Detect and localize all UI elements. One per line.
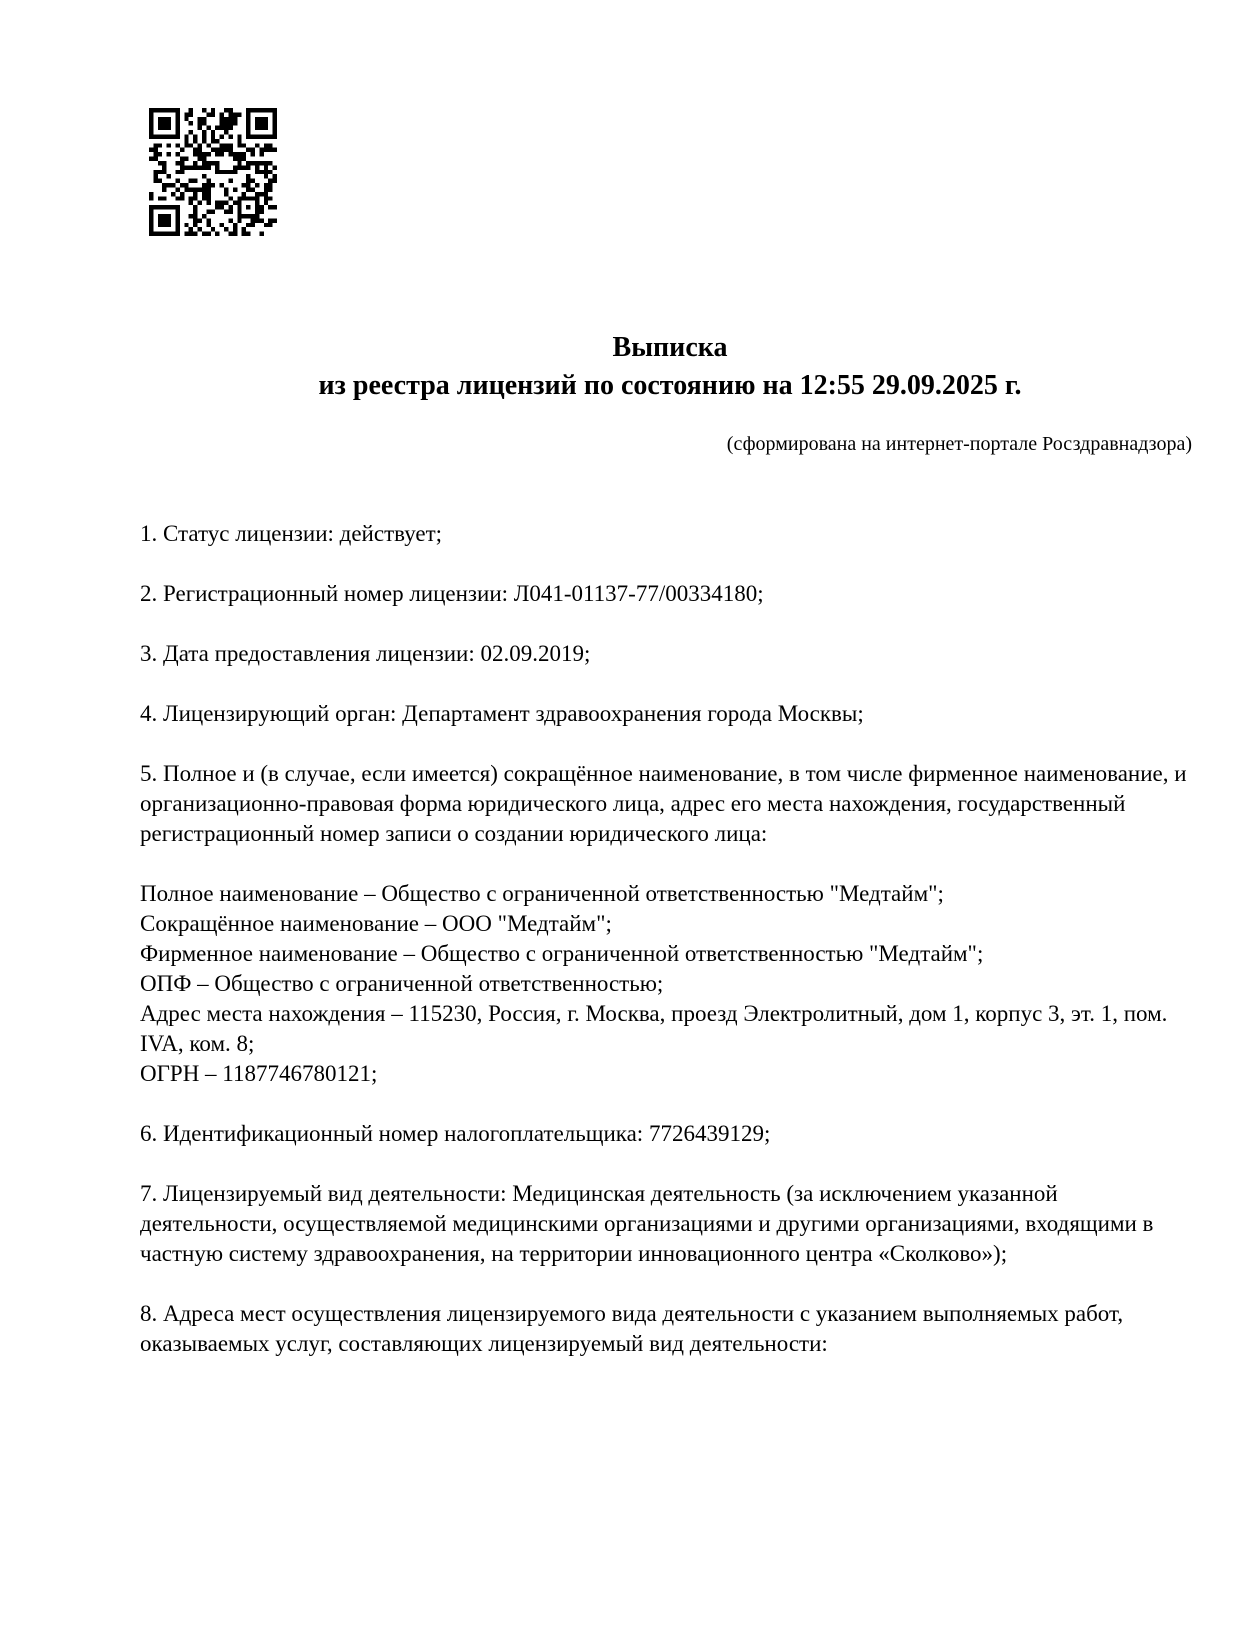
short-name: Сокращённое наименование – ООО "Медтайм"; — [140, 911, 612, 936]
legal-form: ОПФ – Общество с ограниченной ответственностью; — [140, 971, 664, 996]
document-body — [140, 519, 1200, 1389]
licensed-activity: 7. Лицензируемый вид деятельности: Медицинская деятельность (за исключением указанной деятельности, осуществляемой медицинскими организациями и другими организациями, входящими в частную систему здравоохранения, на территории инновационного центра «Сколково»); — [140, 1181, 1154, 1266]
license-status: 1. Статус лицензии: действует; — [140, 521, 443, 546]
names-section-intro: 5. Полное и (в случае, если имеется) сокращённое наименование, в том числе фирменное наименование, и организационно-правовая форма юридического лица, адрес его места нахождения, государственный регистрационный номер записи о создании юридического лица: — [140, 761, 1187, 846]
document-title-line2: из реестра лицензий по состоянию на 12:55 29.09.2025 г. — [318, 370, 1022, 401]
full-name: Полное наименование – Общество с ограниченной ответственностью "Медтайм"; — [140, 881, 944, 906]
names-block — [140, 879, 1200, 1089]
licensing-authority: 4. Лицензирующий орган: Департамент здравоохранения города Москвы; — [140, 701, 864, 726]
taxpayer-inn: 6. Идентификационный номер налогоплательщика: 7726439129; — [140, 1121, 771, 1146]
legal-address: Адрес места нахождения – 115230, Россия, г. Москва, проезд Электролитный, дом 1, корпус 3, эт. 1, пом. IVA, ком. 8; — [140, 1001, 1168, 1056]
qr-code — [149, 108, 277, 236]
brand-name: Фирменное наименование – Общество с ограниченной ответственностью "Медтайм"; — [140, 941, 984, 966]
document-title — [140, 329, 1200, 405]
activity-addresses-intro: 8. Адреса мест осуществления лицензируемого вида деятельности с указанием выполняемых работ, оказываемых услуг, составляющих лицензируемый вид деятельности: — [140, 1301, 1124, 1356]
license-grant-date: 3. Дата предоставления лицензии: 02.09.2019; — [140, 641, 591, 666]
ogrn: ОГРН – 1187746780121; — [140, 1061, 378, 1086]
generated-note: (сформирована на интернет-портале Росздравнадзора) — [726, 433, 1192, 455]
document-title-line1: Выписка — [612, 332, 728, 363]
license-reg-number: 2. Регистрационный номер лицензии: Л041-01137-77/00334180; — [140, 581, 764, 606]
